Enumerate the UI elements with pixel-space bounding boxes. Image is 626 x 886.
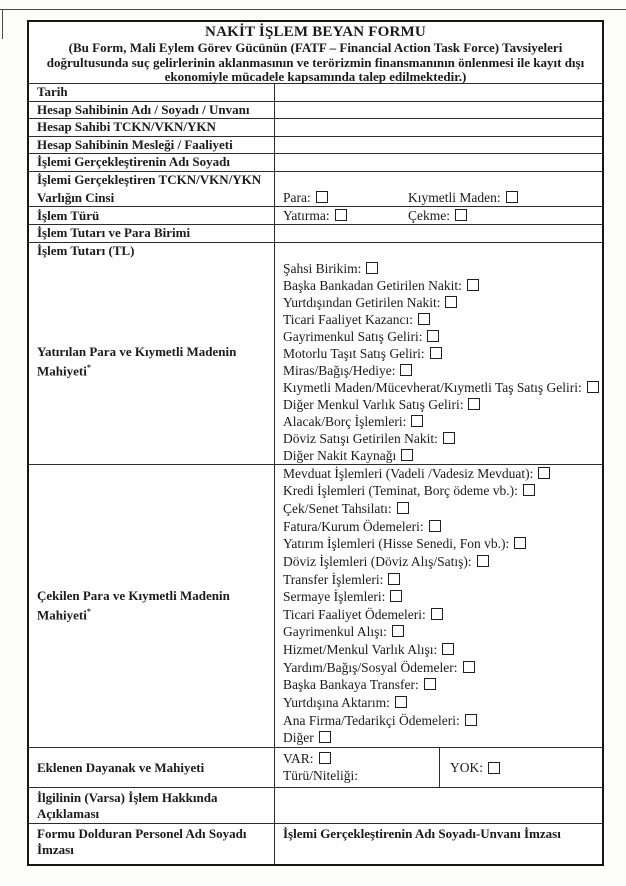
checkbox-option-row [283,660,602,676]
option-para [283,190,408,206]
var-option [283,750,435,767]
option-label: Döviz İşlemleri (Döviz Alış/Satış): [283,553,472,569]
attachment-var-cell [275,748,440,787]
checkbox-option-row [283,261,602,277]
form-header [29,22,602,84]
option-label: Yurtdışından Getirilen Nakit: [283,294,441,310]
checkbox[interactable] [388,573,400,585]
field-value-cell[interactable] [275,225,602,242]
checkbox[interactable] [319,731,331,743]
option-label: Döviz Satışı Getirilen Nakit: [283,430,438,446]
attachment-type-label: Türü/Niteliği: [283,768,358,783]
checkbox-option-row [283,695,602,711]
withdraw-nature-label [29,465,275,747]
field-label: Eklenen Dayanak ve Mahiyeti [29,748,275,787]
checkbox-option-row [283,536,602,552]
checkbox[interactable] [400,364,412,376]
checkbox-option-row [283,278,602,294]
footnote-mark: * [86,363,91,373]
form-row [29,225,602,243]
field-label: İşlemi Gerçekleştirenin Adı Soyadı [29,154,275,171]
attachment-row [29,748,602,788]
option-label: Başka Bankaya Transfer: [283,677,419,693]
checkbox[interactable] [390,590,402,602]
transaction-type-row [29,207,602,225]
checkbox-option-row [283,519,602,535]
withdraw-options-cell [275,465,602,747]
attachment-options [275,748,602,787]
checkbox-option-row [283,554,602,570]
field-label: İşlem Tutarı (TL) [29,243,275,261]
checkbox[interactable] [401,449,413,461]
option-yatirma [283,208,408,224]
option-label: Ticari Faaliyet Ödemeleri: [283,606,426,622]
attachment-yok-cell [440,748,602,787]
field-label: Varlığın Cinsi [29,189,275,206]
field-label: İşlem Tutarı ve Para Birimi [29,225,275,242]
checkbox[interactable] [514,537,526,549]
checkbox[interactable] [538,467,550,479]
checkbox-option-row [283,624,602,640]
form-row [29,243,602,261]
checkbox-option-row [283,589,602,605]
option-label: Miras/Bağış/Hediye: [283,362,396,378]
checkbox[interactable] [395,696,407,708]
checkbox[interactable] [468,398,480,410]
checkbox-option-row [283,483,602,499]
scan-artifact-top-line [0,9,626,10]
option-label: Kıymetli Maden: [408,189,501,205]
checkbox[interactable] [427,330,439,342]
signature-row [29,824,602,864]
option-label: Sermaye İşlemleri: [283,589,386,605]
option-label: Para: [283,189,311,205]
checkbox-option-row [283,346,602,362]
option-label: Ticari Faaliyet Kazancı: [283,311,413,327]
form-row [29,102,602,120]
option-label: Ana Firma/Tedarikçi Ödemeleri: [283,712,460,728]
option-label: Yardım/Bağış/Sosyal Ödemeler: [283,659,458,675]
option-label: Çek/Senet Tahsilatı: [283,501,392,517]
field-value-cell[interactable] [275,243,602,261]
checkbox[interactable] [397,502,409,514]
option-label: Çekme: [408,207,450,223]
field-value-cell[interactable] [275,172,602,190]
checkbox[interactable] [477,555,489,567]
checkbox-option-row [283,642,602,658]
cash-transaction-declaration-form [27,20,604,866]
option-label: Şahsi Birikim: [283,260,362,276]
option-kiymetli-maden [408,190,518,206]
option-label: Kredi İşlemleri (Teminat, Borç ödeme vb.): [283,483,518,499]
checkbox[interactable] [392,625,404,637]
checkbox-para[interactable] [316,191,328,203]
checkbox[interactable] [429,520,441,532]
checkbox[interactable] [467,279,479,291]
checkbox-option-row [283,501,602,517]
checkbox[interactable] [431,608,443,620]
option-label: Yurtdışına Aktarım: [283,694,390,710]
form-title: NAKİT İŞLEM BEYAN FORMU [205,24,426,40]
scan-artifact-left-line [2,9,3,39]
checkbox-option-row [283,607,602,623]
checkbox[interactable] [424,678,436,690]
checkbox-yok[interactable] [488,762,500,774]
asset-type-options [275,189,602,206]
option-label: VAR: [283,751,314,766]
field-label: İşlem Türü [29,207,275,224]
option-label: Gayrimenkul Alışı: [283,624,387,640]
checkbox-option-row [283,572,602,588]
checkbox-var[interactable] [319,752,331,764]
deposit-nature-label [29,260,275,464]
withdraw-options-list [275,465,602,747]
form-subtitle: (Bu Form, Mali Eylem Görev Gücünün (FATF – Financial Action Task Force) Tavsiyeleri doğrultusunda suç gelirlerinin aklanmasının ve terörizmin finansmanının önlenmesi ile kayıt dışı ekonomiyle mücadele kapsamında talep edilmektedir.) [46,40,585,85]
field-label: Yatırılan Para ve Kıymetli Madenin Mahiyeti [37,344,237,379]
checkbox[interactable] [445,296,457,308]
customer-signature-label: İşlemi Gerçekleştirenin Adı Soyadı-Unvanı İmzası [283,826,561,841]
field-value-cell[interactable] [275,84,602,101]
checkbox-option-row [283,312,602,328]
checkbox[interactable] [418,313,430,325]
option-cekme [408,208,467,224]
form-row [29,84,602,102]
checkbox[interactable] [430,347,442,359]
option-label: Diğer [283,730,314,746]
checkbox[interactable] [463,661,475,673]
option-label: Fatura/Kurum Ödemeleri: [283,518,424,534]
option-label: Transfer İşlemleri: [283,571,384,587]
form-row [29,119,602,137]
field-label: İlgilinin (Varsa) İşlem Hakkında Açıklaması [29,788,275,823]
option-label: Gayrimenkul Satış Geliri: [283,328,423,344]
option-label: Diğer Nakit Kaynağı [283,447,397,463]
option-label: Yatırma: [283,207,330,223]
checkbox-option-row [283,329,602,345]
option-label: Başka Bankadan Getirilen Nakit: [283,277,462,293]
field-label: Çekilen Para ve Kıymetli Madenin Mahiyeti [37,588,230,623]
option-label: YOK: [450,759,483,775]
checkbox-yatirma[interactable] [335,209,347,221]
option-label: Mevduat İşlemleri (Vadeli /Vadesiz Mevduat): [283,465,534,481]
checkbox-option-row [283,730,602,746]
transaction-type-options [275,207,602,224]
field-value-cell[interactable] [275,119,602,136]
explanation-row [29,788,602,824]
checkbox[interactable] [587,381,599,393]
checkbox[interactable] [366,262,378,274]
explanation-value-cell[interactable] [275,788,602,823]
checkbox-option-row [283,448,602,464]
option-label: Hizmet/Menkul Varlık Alışı: [283,642,438,658]
checkbox[interactable] [523,484,535,496]
option-label: Kıymetli Maden/Mücevherat/Kıymetli Taş Satış Geliri: [283,379,582,395]
option-label: Alacak/Borç İşlemleri: [283,413,407,429]
checkbox-option-row [283,466,602,482]
footnote-mark: * [86,607,91,617]
field-label: Hesap Sahibinin Adı / Soyadı / Unvanı [29,102,275,119]
field-label: İşlemi Gerçekleştiren TCKN/VKN/YKN [29,172,275,190]
deposit-options-cell [275,260,602,464]
field-label: Hesap Sahibinin Mesleği / Faaliyeti [29,137,275,154]
option-label: Motorlu Taşıt Satış Geliri: [283,345,425,361]
checkbox-option-row [283,431,602,447]
field-value-cell[interactable] [275,102,602,119]
checkbox-option-row [283,414,602,430]
field-value-cell[interactable] [275,154,602,171]
amount-rows [29,225,602,260]
personnel-signature-label: Formu Dolduran Personel Adı Soyadı İmzası [29,824,275,864]
asset-type-row [29,189,602,207]
checkbox[interactable] [443,432,455,444]
checkbox-option-row [283,397,602,413]
checkbox-option-row [283,677,602,693]
checkbox-option-row [283,363,602,379]
checkbox-option-row [283,380,602,396]
form-row [29,172,602,190]
deposit-options-list [275,260,602,464]
checkbox-kiymetli-maden[interactable] [506,191,518,203]
option-label: Diğer Menkul Varlık Satış Geliri: [283,396,464,412]
checkbox[interactable] [465,714,477,726]
deposit-nature-row [29,260,602,465]
form-row [29,137,602,155]
field-label: Hesap Sahibi TCKN/VKN/YKN [29,119,275,136]
form-row [29,154,602,172]
checkbox-cekme[interactable] [455,209,467,221]
checkbox[interactable] [442,643,454,655]
option-label: Yatırım İşlemleri (Hisse Senedi, Fon vb.): [283,536,510,552]
checkbox[interactable] [411,415,423,427]
checkbox-option-row [283,713,602,729]
identity-rows [29,84,602,189]
checkbox-option-row [283,295,602,311]
field-value-cell[interactable] [275,137,602,154]
field-label: Tarih [29,84,275,101]
withdraw-nature-row [29,465,602,748]
